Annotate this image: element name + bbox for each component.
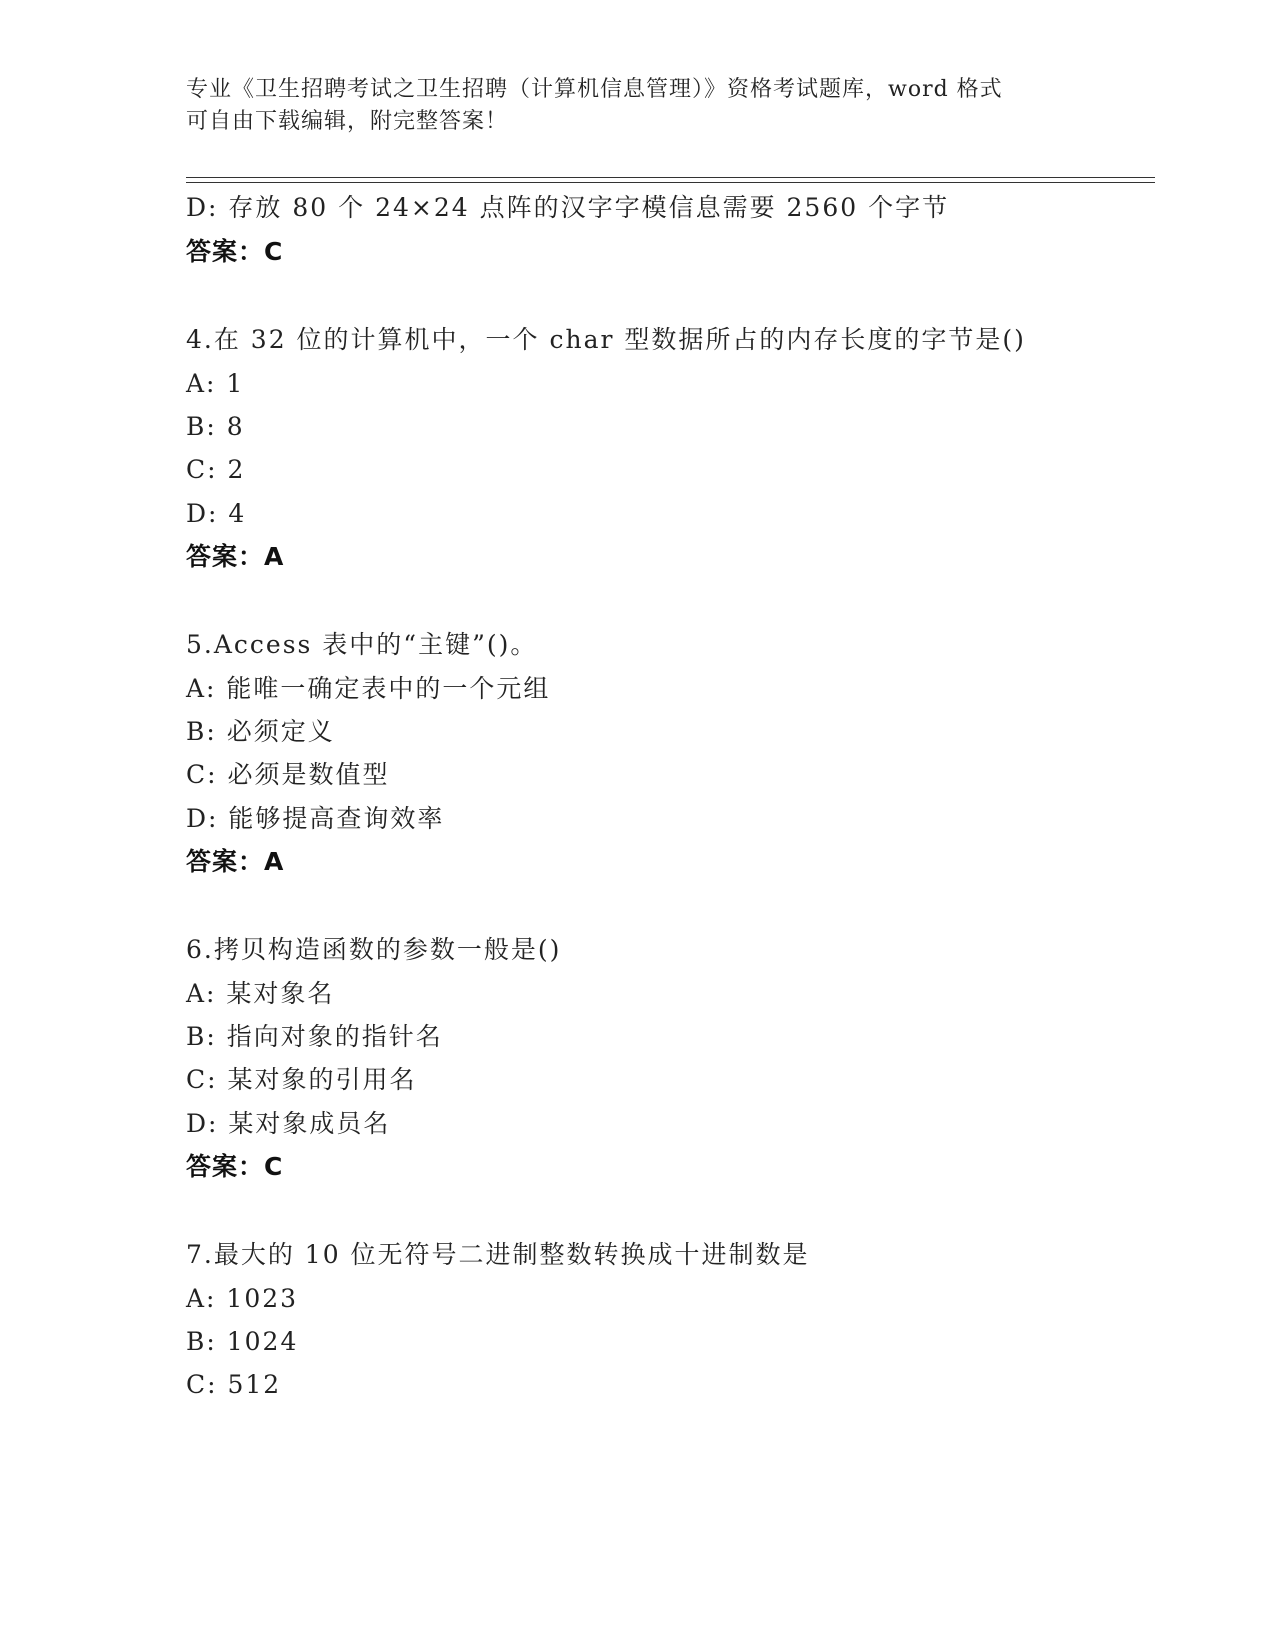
header-divider-top [186,177,1155,178]
question-4-stem: 4.在 32 位的计算机中，一个 char 型数据所占的内存长度的字节是() [186,325,1026,354]
question-4-option-c: C: 2 [186,455,246,484]
question-6-option-d: D: 某对象成员名 [186,1109,391,1138]
question-6-option-c: C: 某对象的引用名 [186,1065,417,1094]
question-7-stem: 7.最大的 10 位无符号二进制整数转换成十进制数是 [186,1240,810,1269]
question-5-option-c: C: 必须是数值型 [186,760,390,789]
header-title-line-2: 可自由下载编辑，附完整答案！ [186,109,509,134]
question-6-stem: 6.拷贝构造函数的参数一般是() [186,935,562,964]
question-6-answer: 答案：C [186,1152,284,1181]
header-divider-bottom [186,182,1155,183]
question-5-answer: 答案：A [186,847,285,876]
question-5-option-a: A: 能唯一确定表中的一个元组 [186,674,551,703]
question-7-option-b: B: 1024 [186,1327,299,1356]
question-6-option-b: B: 指向对象的指针名 [186,1022,443,1051]
page-header [186,74,1066,138]
question-5-option-b: B: 必须定义 [186,717,335,746]
question-6-option-a: A: 某对象名 [186,979,335,1008]
question-5-option-d: D: 能够提高查询效率 [186,804,445,833]
prev-question-answer: 答案：C [186,237,284,266]
header-title-line-1: 专业《卫生招聘考试之卫生招聘（计算机信息管理）》资格考试题库，word 格式 [186,77,1003,102]
question-7-option-a: A: 1023 [186,1284,299,1313]
question-5-stem: 5.Access 表中的“主键”()。 [186,630,538,659]
question-4-option-b: B: 8 [186,412,245,441]
question-4-option-a: A: 1 [186,369,245,398]
question-4-answer: 答案：A [186,542,285,571]
prev-question-option-d: D: 存放 80 个 24×24 点阵的汉字字模信息需要 2560 个字节 [186,193,950,222]
question-4-option-d: D: 4 [186,499,247,528]
question-7-option-c: C: 512 [186,1370,282,1399]
